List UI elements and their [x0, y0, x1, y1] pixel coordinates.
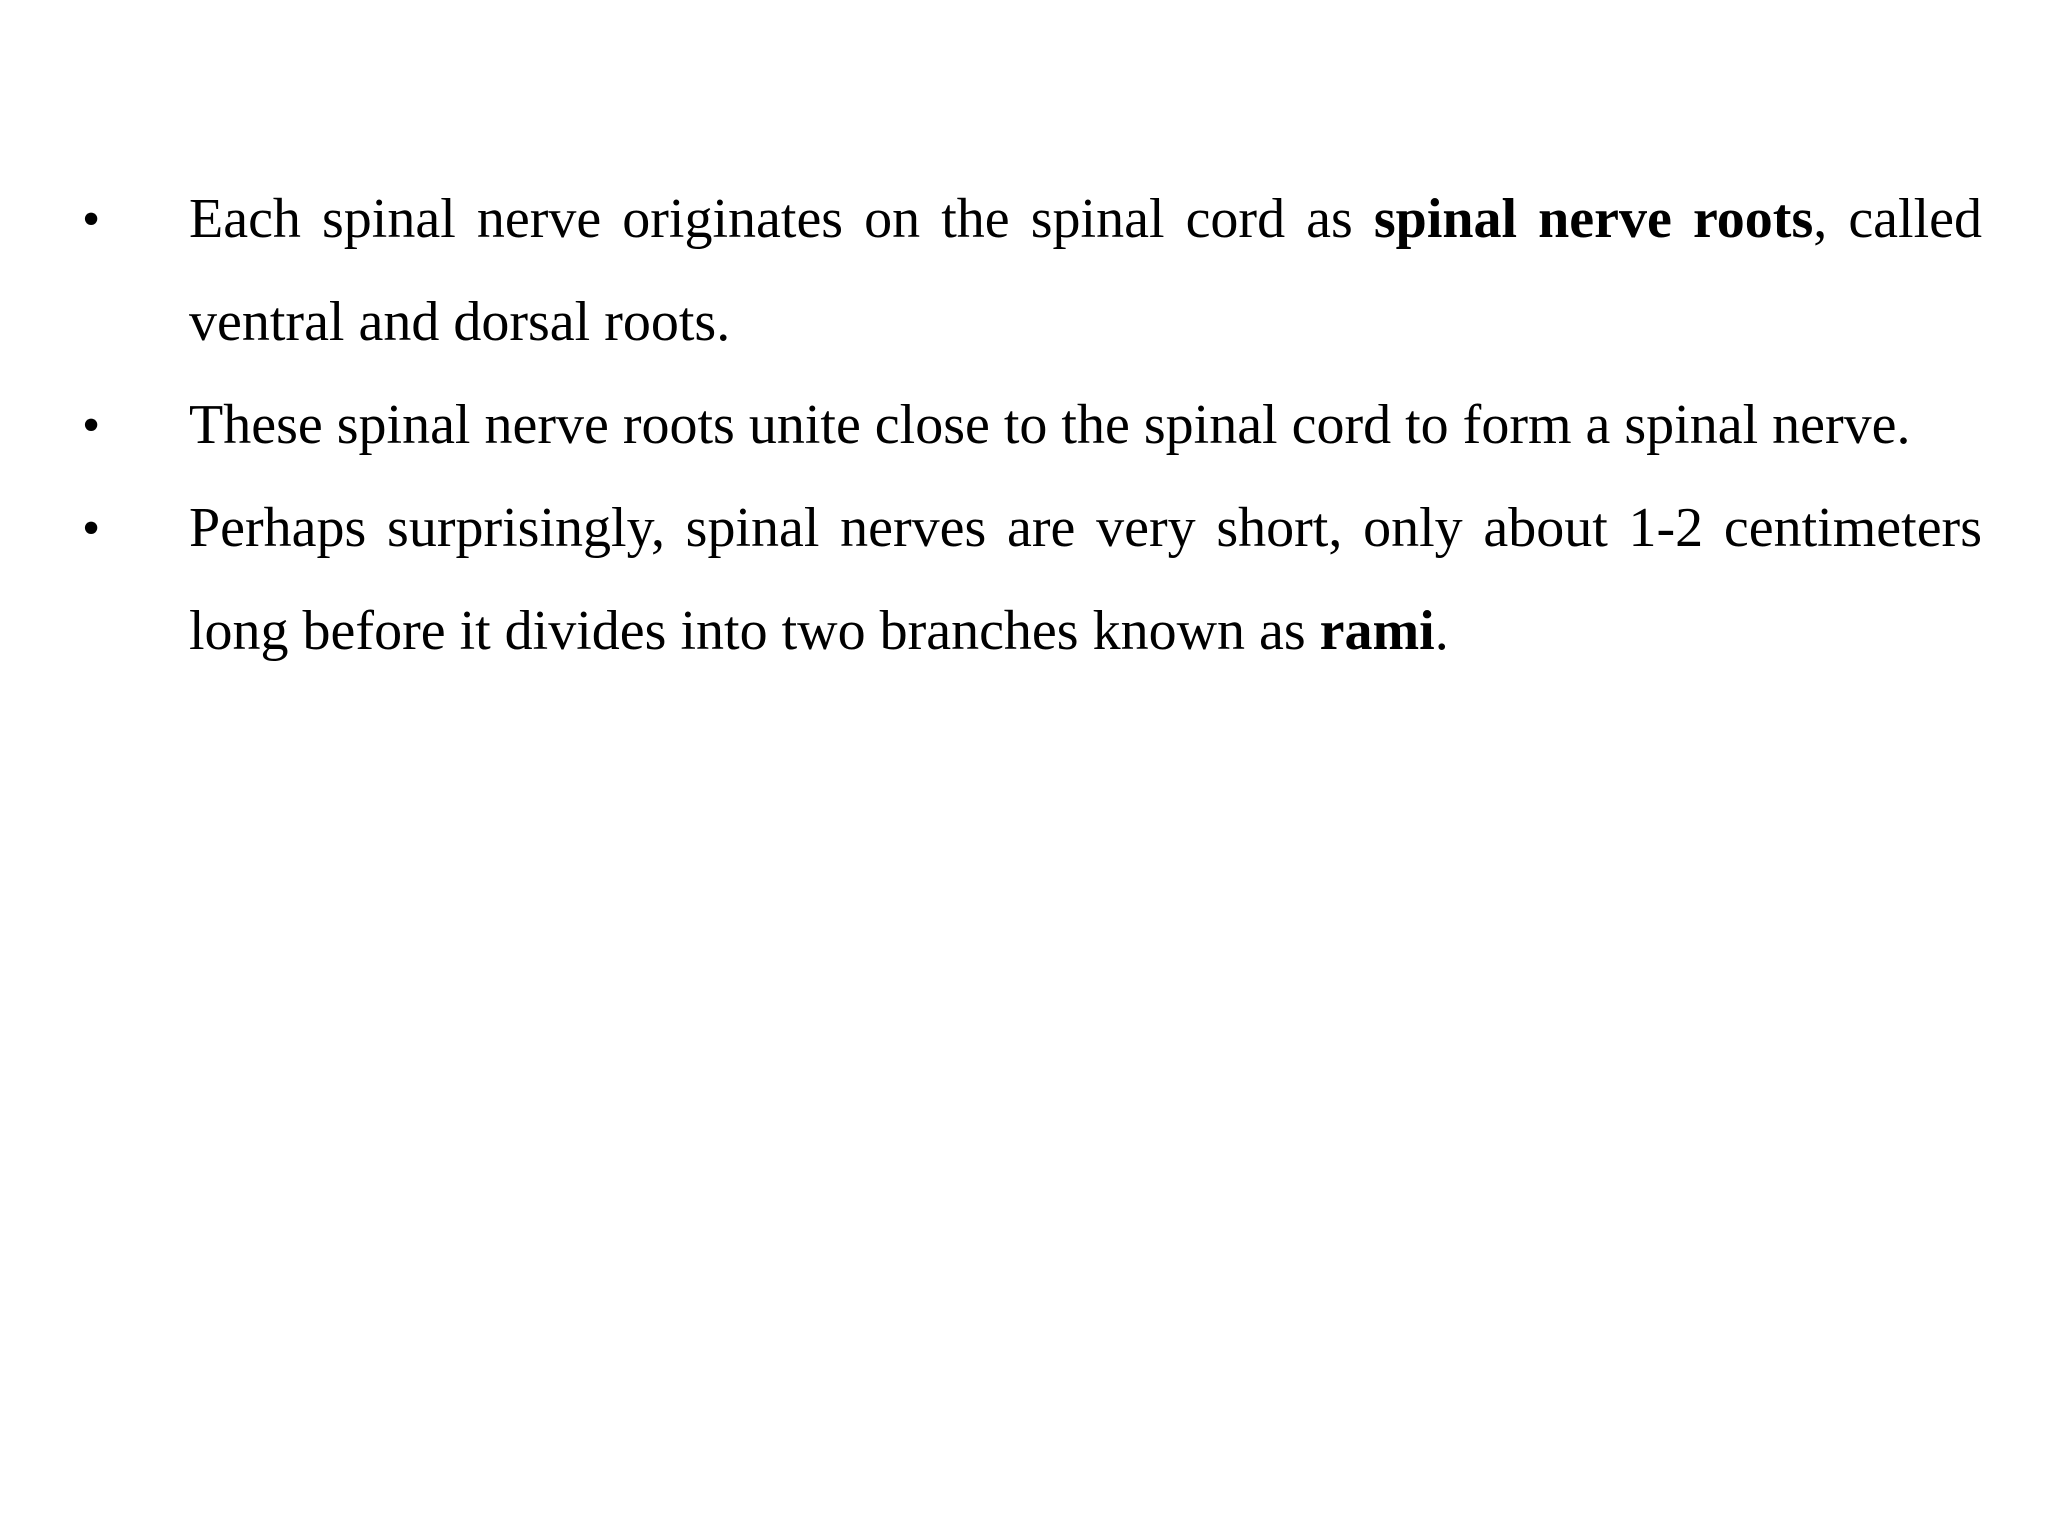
text-segment: Each spinal nerve originates on the spinal cord as [189, 188, 1374, 250]
bullet-item [82, 374, 1982, 477]
bullet-item [82, 168, 1982, 374]
bold-term: rami [1319, 600, 1435, 662]
text-segment: Perhaps surprisingly, spinal nerves are very short, only about 1-2 centimeters long before it divides into two branches known as [189, 497, 1982, 662]
bullet-text [189, 477, 1982, 683]
text-segment: , called ventral and dorsal roots. [189, 188, 1983, 353]
bullet-dot-icon: • [82, 397, 101, 454]
text-segment: These spinal nerve roots unite close to the spinal cord to form a spinal nerve. [189, 394, 1911, 456]
bullet-text [189, 168, 1982, 374]
bold-term: spinal nerve roots [1373, 188, 1814, 250]
bullet-dot-icon: • [82, 191, 101, 248]
text-segment: . [1434, 600, 1449, 662]
bullet-dot-icon: • [82, 500, 101, 557]
bullet-text [189, 374, 1982, 477]
bullet-item [82, 477, 1982, 683]
bullet-list [82, 168, 1982, 683]
